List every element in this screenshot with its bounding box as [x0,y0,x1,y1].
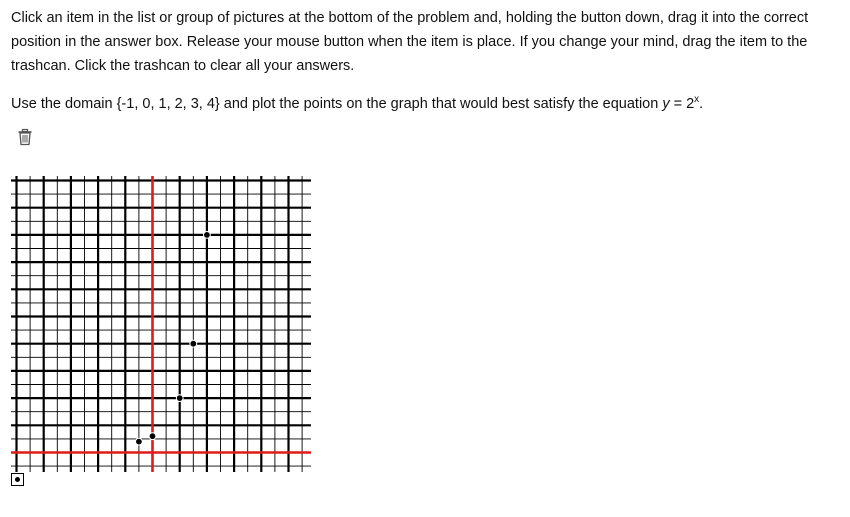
plotted-point[interactable] [190,340,197,347]
plotted-point[interactable] [149,433,156,440]
question-suffix: . [699,95,704,112]
draggable-point[interactable] [11,473,24,486]
trash-icon-graphic [16,128,34,146]
question-text [11,88,841,116]
trash-icon[interactable] [16,128,34,146]
coordinate-graph[interactable] [11,176,311,472]
plotted-point[interactable] [204,232,211,239]
equation-variable: y [662,95,670,112]
plotted-point[interactable] [176,395,183,402]
instructions-text: Click an item in the list or group of pictures at the bottom of the problem and, holding the button down, drag it into the correct position in the answer box. Release your mouse button when the item is place. If you change your mind, drag the item to the trashcan. Click the trashcan to clear all your answers. [11,10,809,74]
equation-exponent: x [694,94,700,105]
plotted-point[interactable] [136,438,143,445]
equation-middle: = 2 [669,95,695,112]
question-prefix: Use the domain {-1, 0, 1, 2, 3, 4} and plot the points on the graph that would best satisfy the equation [11,95,663,112]
point-dot-icon [15,477,20,482]
